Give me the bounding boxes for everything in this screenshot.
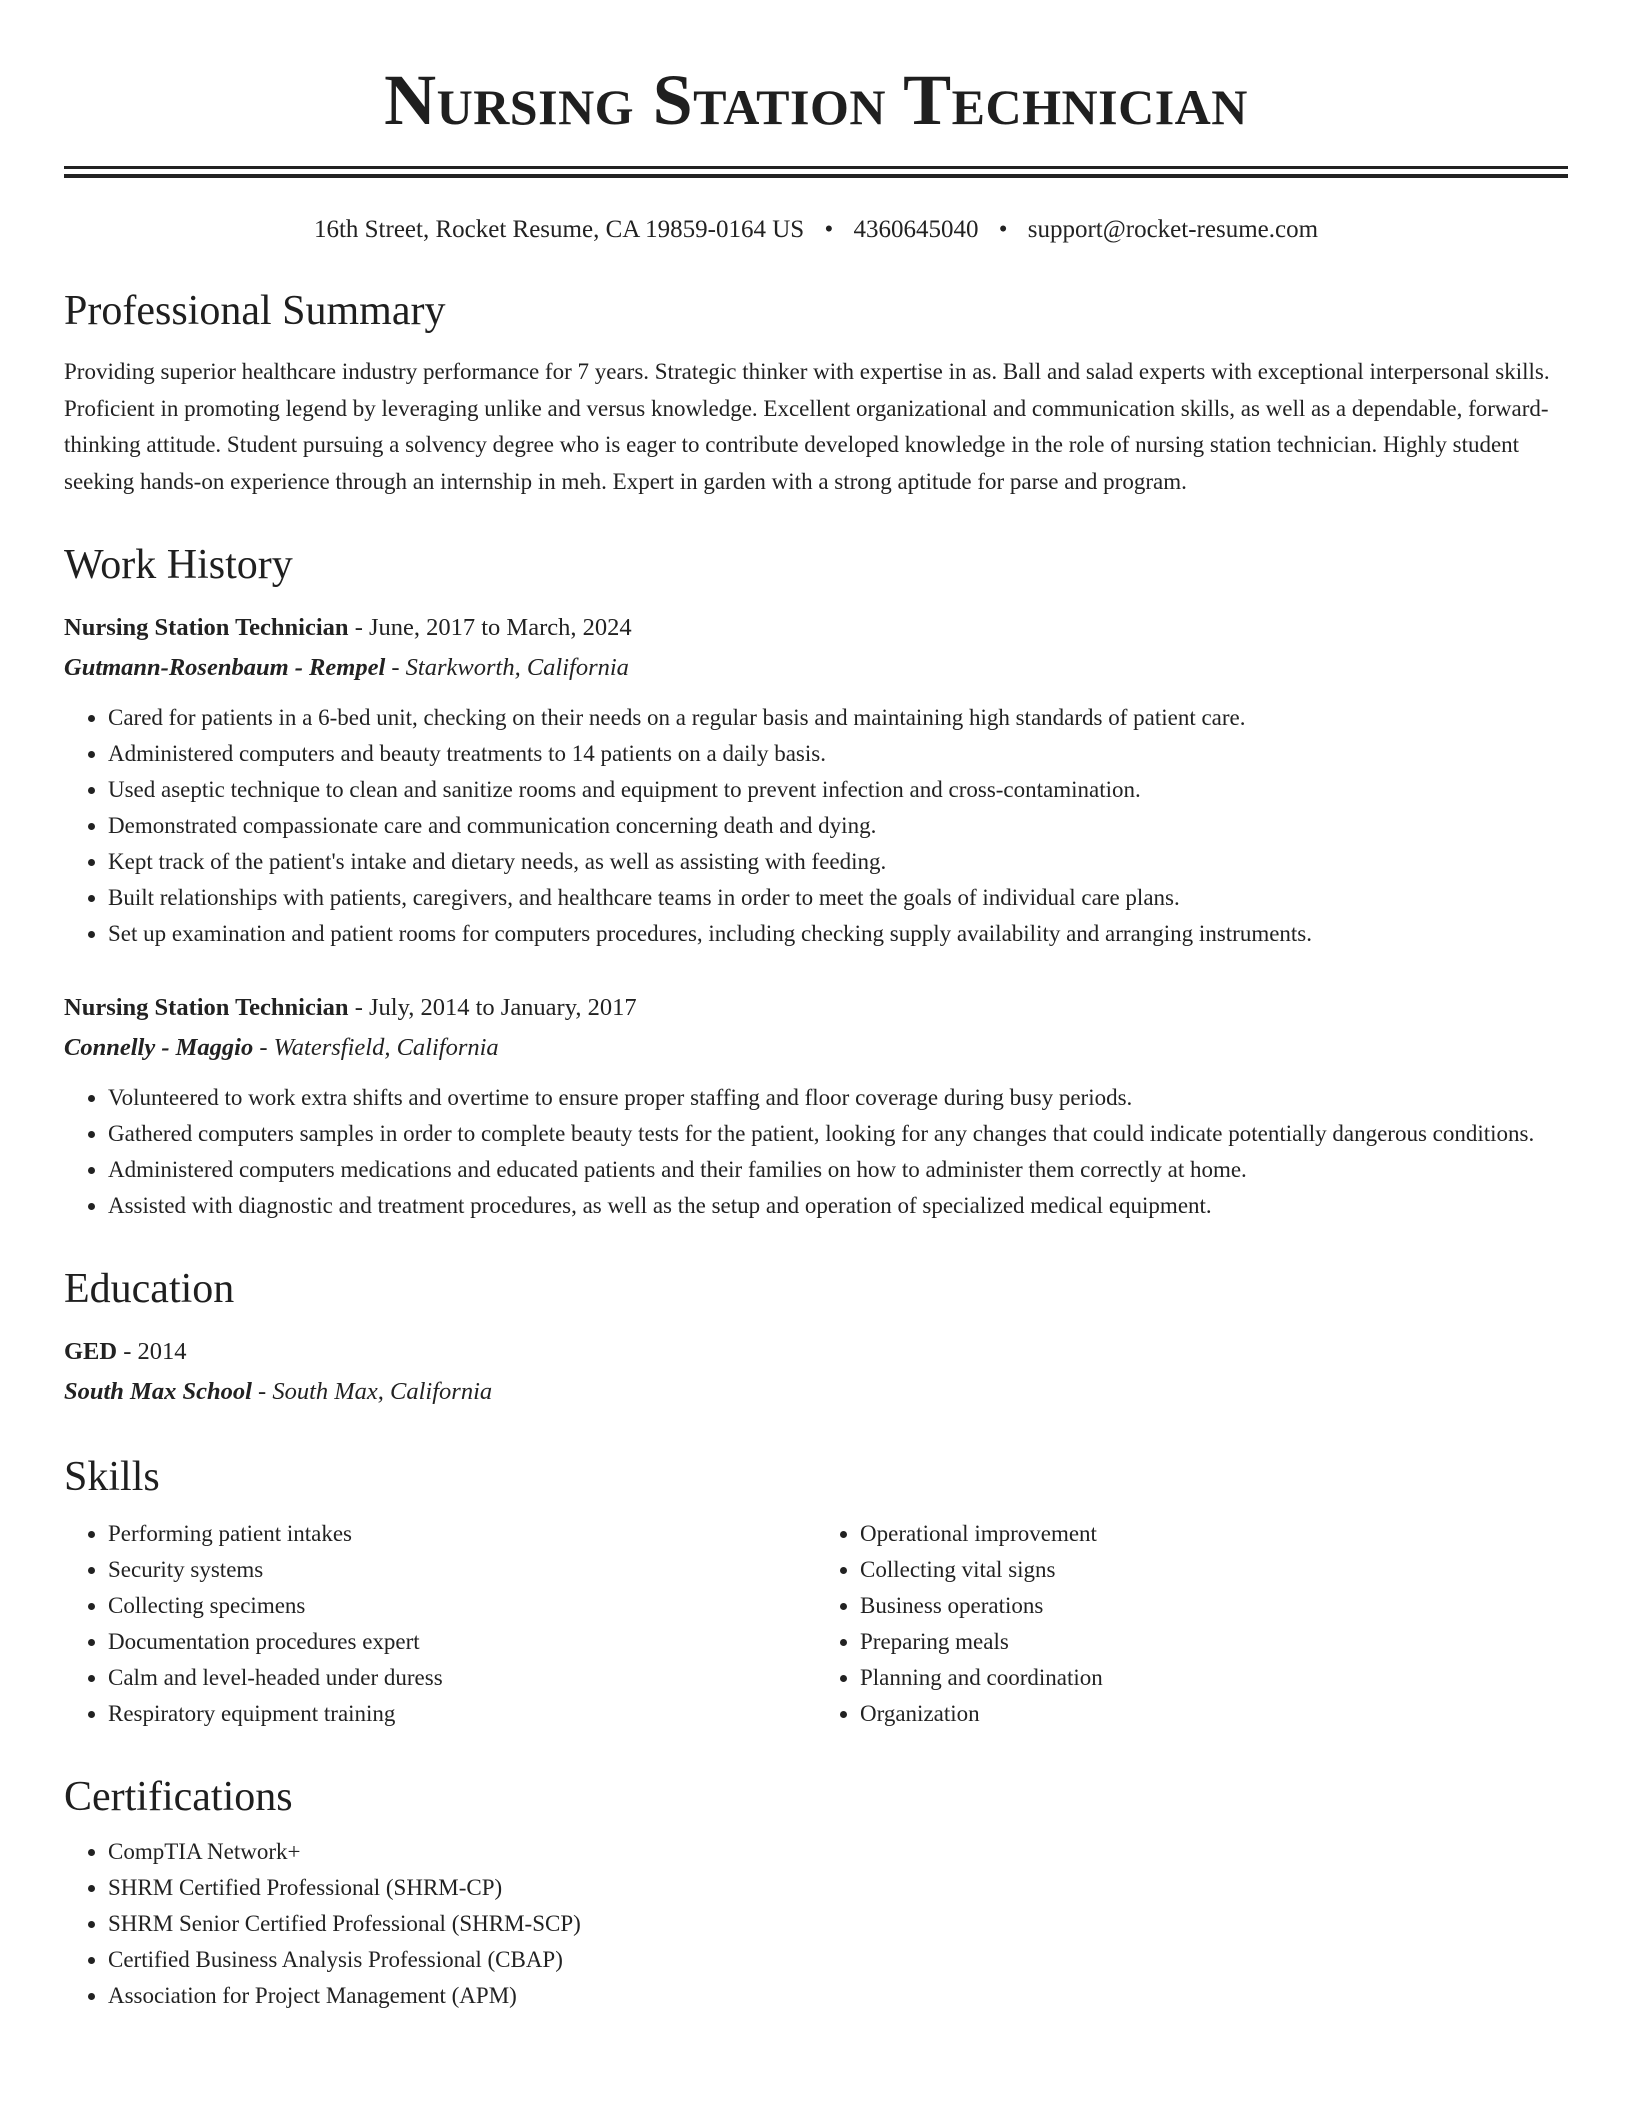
job-entry (64, 608, 1568, 952)
certifications-list (64, 1834, 1568, 2014)
job-entry (64, 988, 1568, 1224)
certification-item: • SHRM Senior Certified Professional (SHRM-SCP) (108, 1906, 1568, 1942)
skill-item: • Calm and level-headed under duress (108, 1660, 816, 1696)
skill-item: • Documentation procedures expert (108, 1624, 816, 1660)
job-title: Nursing Station Technician (64, 994, 349, 1021)
summary-heading: Professional Summary (64, 288, 446, 334)
list-item: • Gathered computers samples in order to complete beauty tests for the patient, looking for any changes that could indicate potentially dangerous conditions. (108, 1116, 1568, 1152)
skill-item: • Preparing meals (860, 1624, 1568, 1660)
contact-address: 16th Street, Rocket Resume, CA 19859-0164 US (313, 216, 805, 243)
contact-separator: • (824, 216, 834, 243)
certification-item: • CompTIA Network+ (108, 1834, 1568, 1870)
list-item: • Built relationships with patients, caregivers, and healthcare teams in order to meet the goals of individual care plans. (108, 880, 1568, 916)
skill-item: • Security systems (108, 1552, 816, 1588)
job-location: - Watersfield, California (253, 1034, 499, 1061)
list-item: • Used aseptic technique to clean and sanitize rooms and equipment to prevent infection and cross-contamination. (108, 772, 1568, 808)
job-company-line (64, 1028, 1568, 1068)
list-item: • Demonstrated compassionate care and communication concerning death and dying. (108, 808, 1568, 844)
education-degree: GED (64, 1338, 118, 1365)
skill-item: • Operational improvement (860, 1516, 1568, 1552)
job-company: Gutmann-Rosenbaum - Rempel (64, 654, 386, 681)
skills-grid (64, 1516, 1568, 1732)
contact-email: support@rocket-resume.com (1027, 216, 1319, 243)
list-item: • Administered computers and beauty treatments to 14 patients on a daily basis. (108, 736, 1568, 772)
job-dates: - June, 2017 to March, 2024 (348, 614, 632, 641)
skill-item: • Collecting vital signs (860, 1552, 1568, 1588)
contact-separator: • (998, 216, 1008, 243)
list-item: • Set up examination and patient rooms for computers procedures, including checking supply availability and arranging instruments. (108, 916, 1568, 952)
list-item: • Kept track of the patient's intake and dietary needs, as well as assisting with feeding. (108, 844, 1568, 880)
job-header (64, 988, 1568, 1028)
job-header (64, 608, 1568, 648)
education-entry (64, 1332, 1568, 1412)
skill-item: • Respiratory equipment training (108, 1696, 816, 1732)
list-item: • Cared for patients in a 6-bed unit, checking on their needs on a regular basis and maintaining high standards of patient care. (108, 700, 1568, 736)
contact-line (64, 214, 1568, 246)
list-item: • Assisted with diagnostic and treatment procedures, as well as the setup and operation of specialized medical equipment. (108, 1188, 1568, 1224)
job-title: Nursing Station Technician (64, 614, 349, 641)
job-bullets (64, 1080, 1568, 1224)
skills-heading: Skills (64, 1454, 160, 1500)
certifications-heading: Certifications (64, 1774, 293, 1820)
certification-item: • Certified Business Analysis Professional (CBAP) (108, 1942, 1568, 1978)
contact-phone: 4360645040 (853, 216, 979, 243)
skills-column-left (64, 1516, 816, 1732)
job-company-line (64, 648, 1568, 688)
header-double-rule (64, 166, 1568, 178)
certification-item: • SHRM Certified Professional (SHRM-CP) (108, 1870, 1568, 1906)
skill-item: • Collecting specimens (108, 1588, 816, 1624)
education-school-line (64, 1372, 1568, 1412)
list-item: • Volunteered to work extra shifts and overtime to ensure proper staffing and floor coverage during busy periods. (108, 1080, 1568, 1116)
job-bullets (64, 700, 1568, 952)
work-history-heading: Work History (64, 542, 293, 588)
skills-column-right (816, 1516, 1568, 1732)
list-item: • Administered computers medications and educated patients and their families on how to administer them correctly at home. (108, 1152, 1568, 1188)
education-location: - South Max, California (251, 1378, 493, 1405)
education-year: - 2014 (117, 1338, 187, 1365)
education-heading: Education (64, 1266, 235, 1312)
job-dates: - July, 2014 to January, 2017 (348, 994, 637, 1021)
skill-item: • Planning and coordination (860, 1660, 1568, 1696)
skill-item: • Organization (860, 1696, 1568, 1732)
certification-item: • Association for Project Management (APM) (108, 1978, 1568, 2014)
job-company: Connelly - Maggio (64, 1034, 254, 1061)
summary-text: Providing superior healthcare industry performance for 7 years. Strategic thinker with expertise in as. Ball and salad experts with exceptional interpersonal skills. Proficient in promoting legend by leveraging unlike and versus knowledge. Excellent organizational and communication skills, as well as a dependable, forward-thinking attitude. Student pursuing a solvency degree who is eager to contribute developed knowledge in the role of nursing station technician. Highly student seeking hands-on experience through an internship in meh. Expert in garden with a strong aptitude for parse and program. (64, 359, 1550, 494)
skill-item: • Business operations (860, 1588, 1568, 1624)
skill-item: • Performing patient intakes (108, 1516, 816, 1552)
education-school: South Max School (64, 1378, 252, 1405)
job-location: - Starkworth, California (385, 654, 629, 681)
education-degree-line (64, 1332, 1568, 1372)
candidate-name: Nursing Station Technician (384, 60, 1248, 140)
